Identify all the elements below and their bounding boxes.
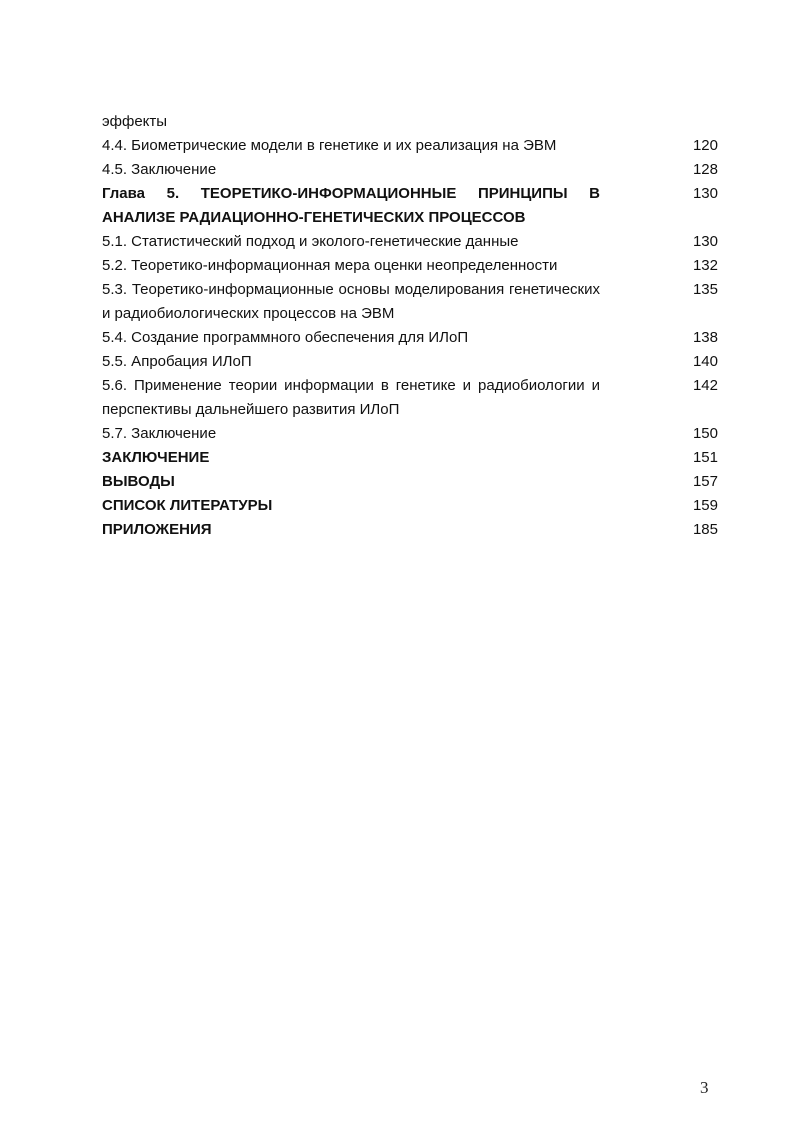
toc-entry-title: эффекты	[102, 113, 168, 130]
page-number: 3	[700, 1078, 709, 1097]
toc-section-title: СПИСОК ЛИТЕРАТУРЫ	[102, 497, 273, 514]
toc-entry	[102, 326, 718, 350]
toc-chapter-title: Глава 5. ТЕОРЕТИКО-ИНФОРМАЦИОННЫЕ ПРИНЦИПЫ В АНАЛИЗЕ РАДИАЦИОННО-ГЕНЕТИЧЕСКИХ ПРОЦЕССОВ	[102, 185, 600, 226]
toc-section	[102, 518, 718, 542]
toc-entry-page: 138	[692, 329, 718, 346]
toc-entry-page: 140	[692, 353, 718, 370]
toc-entry-title: 5.2. Теоретико-информационная мера оценки неопределенности	[102, 257, 558, 274]
toc-entry-page: 185	[692, 521, 718, 538]
toc-entry	[102, 110, 718, 134]
toc-entry	[102, 350, 718, 374]
toc-entry	[102, 134, 718, 158]
toc-entry-page: 150	[692, 425, 718, 442]
toc-entry-page: 130	[692, 185, 718, 202]
table-of-contents	[102, 110, 718, 542]
toc-entry	[102, 278, 718, 326]
toc-entry-page: 157	[692, 473, 718, 490]
toc-entry-page: 135	[692, 281, 718, 298]
toc-entry	[102, 230, 718, 254]
toc-entry-page: 130	[692, 233, 718, 250]
toc-entry-title: 4.5. Заключение	[102, 161, 217, 178]
toc-entry-title: 5.6. Применение теории информации в генетике и радиобиологии и перспективы дальнейшего развития ИЛоП	[102, 377, 600, 418]
toc-entry-page: 151	[692, 449, 718, 466]
toc-entry-page: 132	[692, 257, 718, 274]
toc-entry-title: 4.4. Биометрические модели в генетике и их реализация на ЭВМ	[102, 137, 557, 154]
toc-entry-title: 5.1. Статистический подход и эколого-генетические данные	[102, 233, 519, 250]
toc-entry-title: 5.4. Создание программного обеспечения для ИЛоП	[102, 329, 469, 346]
toc-entry	[102, 422, 718, 446]
toc-chapter	[102, 182, 718, 230]
toc-entry-title: 5.3. Теоретико-информационные основы моделирования генетических и радиобиологических процессов на ЭВМ	[102, 281, 600, 322]
toc-entry-page: 142	[692, 377, 718, 394]
toc-entry-page: 120	[692, 137, 718, 154]
toc-section-title: ПРИЛОЖЕНИЯ	[102, 521, 212, 538]
toc-entry-page: 159	[692, 497, 718, 514]
toc-entry-title: 5.7. Заключение	[102, 425, 217, 442]
toc-section-title: ВЫВОДЫ	[102, 473, 175, 490]
toc-entry	[102, 254, 718, 278]
toc-entry	[102, 374, 718, 422]
toc-section	[102, 470, 718, 494]
toc-section-title: ЗАКЛЮЧЕНИЕ	[102, 449, 210, 466]
toc-section	[102, 494, 718, 518]
toc-entry	[102, 158, 718, 182]
toc-entry-page: 128	[692, 161, 718, 178]
toc-entry-title: 5.5. Апробация ИЛоП	[102, 353, 252, 370]
toc-section	[102, 446, 718, 470]
